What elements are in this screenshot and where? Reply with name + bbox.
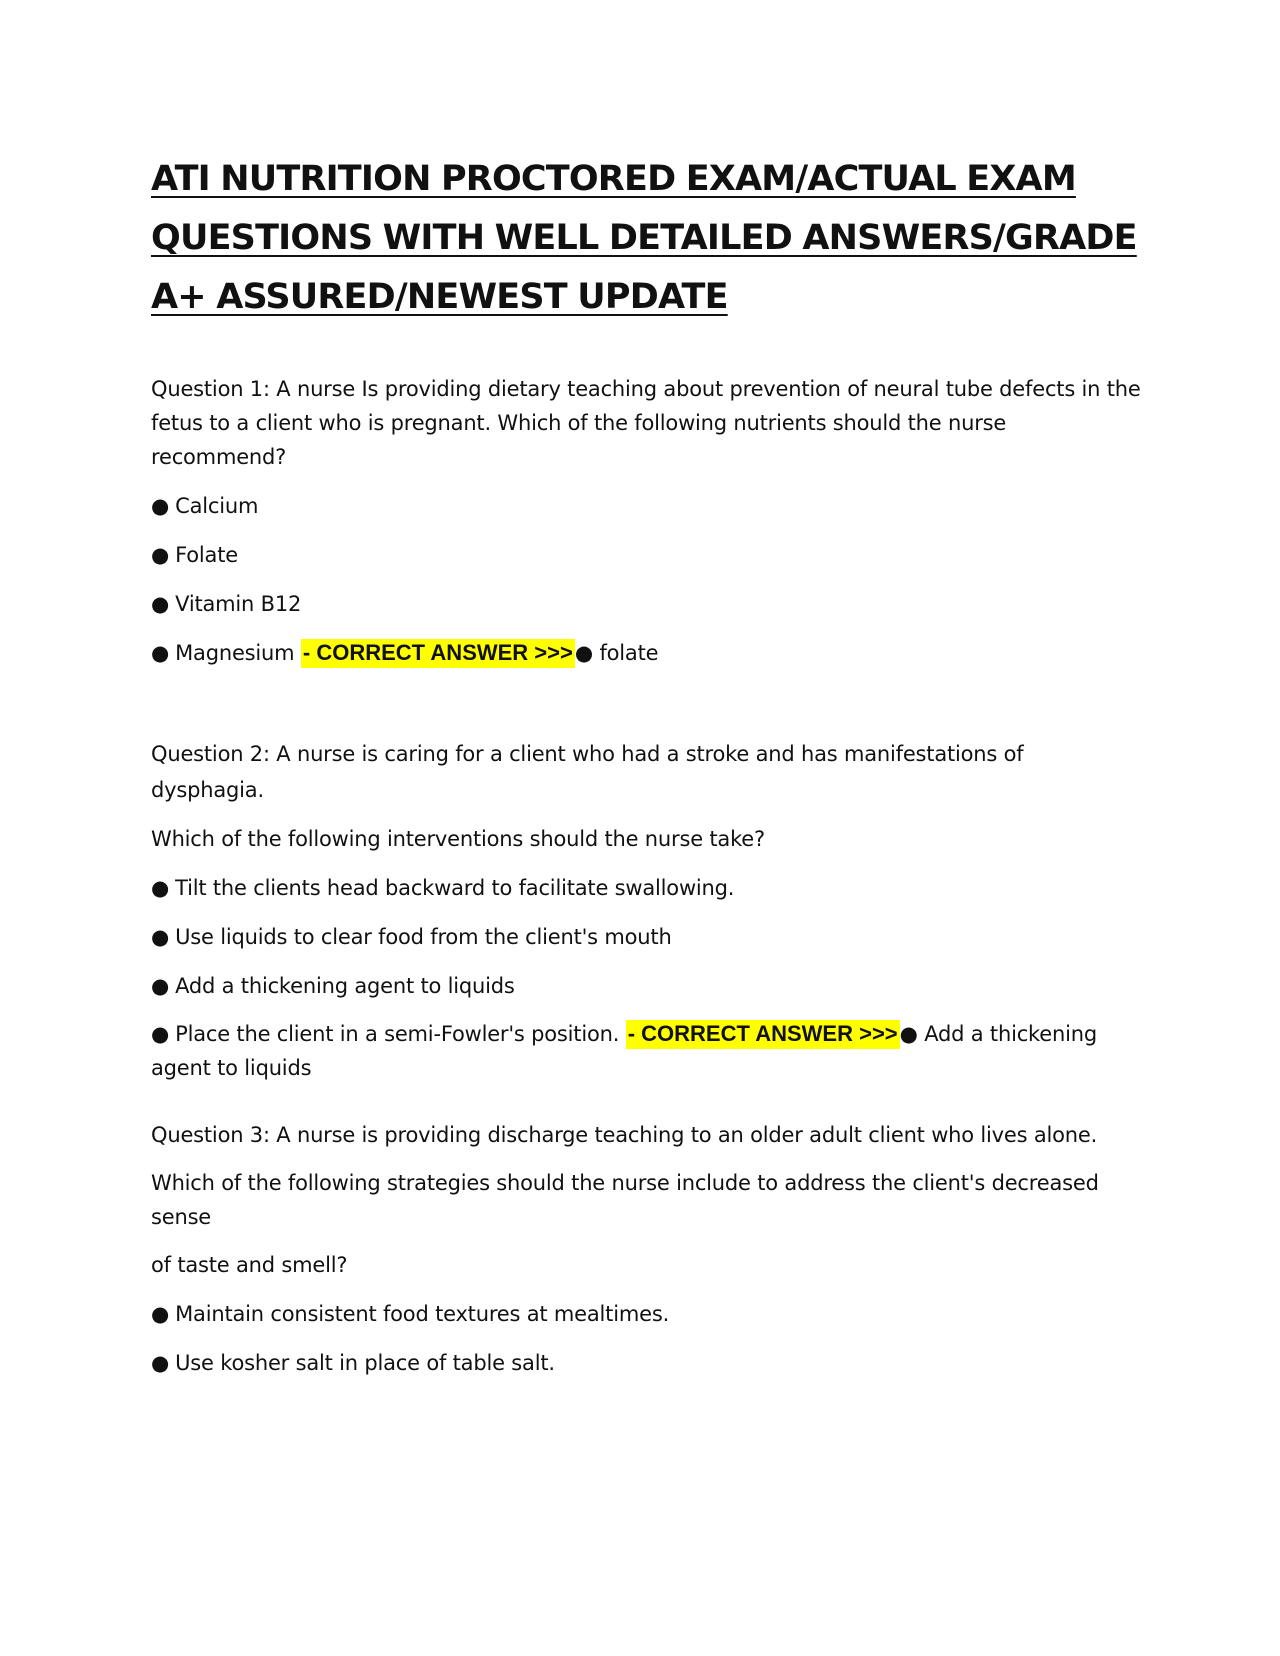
correct-answer: ● folate	[574, 641, 659, 665]
bullet-icon: ●	[151, 876, 170, 900]
option-1	[151, 870, 1141, 906]
option-3	[151, 586, 1141, 622]
correct-answer-marker: - CORRECT ANSWER >>>	[626, 1020, 900, 1049]
option-4	[151, 635, 1141, 671]
correct-answer-marker: - CORRECT ANSWER >>>	[301, 639, 575, 668]
question-3	[151, 1117, 1141, 1381]
option-label: Maintain consistent food textures at mealtimes.	[175, 1302, 670, 1326]
bullet-icon: ●	[151, 494, 170, 518]
bullet-icon: ●	[151, 592, 170, 616]
option-2	[151, 919, 1141, 955]
option-label: Tilt the clients head backward to facilitate swallowing.	[175, 876, 735, 900]
question-2-text: Question 2: A nurse is caring for a client who had a stroke and has manifestations of dysphagia.	[151, 742, 1024, 802]
option-1	[151, 488, 1141, 524]
bullet-icon: ●	[151, 1022, 170, 1046]
question-3-text: Question 3: A nurse is providing discharge teaching to an older adult client who lives alone.	[151, 1123, 1098, 1147]
bullet-icon: ●	[151, 925, 170, 949]
option-4	[151, 1017, 1141, 1085]
question-3-text-cont-2: of taste and smell?	[151, 1253, 348, 1277]
bullet-icon: ●	[151, 974, 170, 998]
bullet-icon: ●	[151, 1302, 170, 1326]
question-3-text-cont: Which of the following strategies should the nurse include to address the client's decreased sense	[151, 1171, 1099, 1229]
option-label: Add a thickening agent to liquids	[175, 974, 515, 998]
document-title: ATI NUTRITION PROCTORED EXAM/ACTUAL EXAM QUESTIONS WITH WELL DETAILED ANSWERS/GRADE A+ ASSURED/NEWEST UPDATE	[151, 159, 1137, 317]
bullet-icon: ●	[151, 641, 170, 665]
bullet-icon: ●	[151, 1351, 170, 1375]
option-2	[151, 537, 1141, 573]
question-2	[151, 736, 1141, 1085]
question-1	[151, 372, 1141, 671]
option-label: Use kosher salt in place of table salt.	[175, 1351, 555, 1375]
option-label: Magnesium	[175, 641, 295, 665]
option-label: Vitamin B12	[175, 592, 302, 616]
option-3	[151, 968, 1141, 1004]
option-2	[151, 1345, 1141, 1381]
document-page	[151, 150, 1141, 1375]
option-1	[151, 1296, 1141, 1332]
option-label: Calcium	[175, 494, 259, 518]
correct-answer: ● Add a thickening agent to liquids	[151, 1022, 1097, 1080]
question-2-text-cont: Which of the following interventions should the nurse take?	[151, 827, 765, 851]
option-label: Use liquids to clear food from the client's mouth	[175, 925, 672, 949]
bullet-icon: ●	[151, 543, 170, 567]
question-1-text: Question 1: A nurse Is providing dietary teaching about prevention of neural tube defects in the fetus to a client who is pregnant. Which of the following nutrients should the nurse recommend?	[151, 377, 1141, 469]
option-label: Place the client in a semi-Fowler's position.	[175, 1022, 620, 1046]
option-label: Folate	[175, 543, 238, 567]
